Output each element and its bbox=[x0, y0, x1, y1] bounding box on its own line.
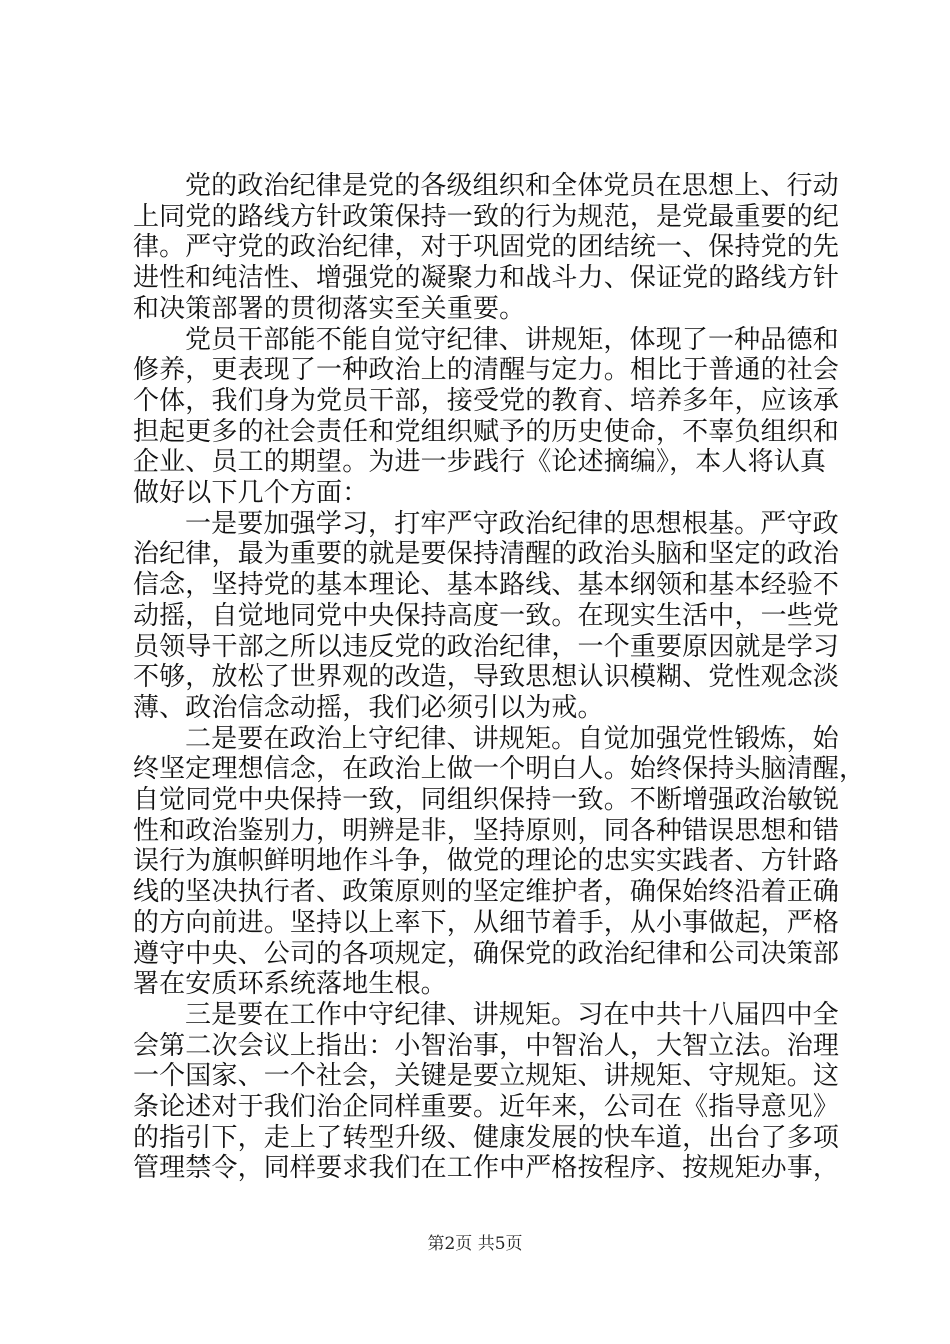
paragraph-line: 的方向前进。坚持以上率下，从细节着手，从小事做起，严格 bbox=[133, 907, 840, 938]
paragraph-line: 线的坚决执行者、政策原则的坚定维护者，确保始终沿着正确 bbox=[133, 877, 840, 908]
paragraph-line: 一是要加强学习，打牢严守政治纪律的思想根基。严守政 bbox=[185, 508, 839, 539]
paragraph-line: 党员干部能不能自觉守纪律、讲规矩，体现了一种品德和 bbox=[185, 324, 839, 355]
paragraph-line: 终坚定理想信念，在政治上做一个明白人。始终保持头脑清醒， bbox=[133, 754, 866, 785]
paragraph-line: 不够，放松了世界观的改造，导致思想认识模糊、党性观念淡 bbox=[133, 662, 840, 693]
paragraph-line: 管理禁令，同样要求我们在工作中严格按程序、按规矩办事， bbox=[133, 1153, 840, 1184]
paragraph-line: 进性和纯洁性、增强党的凝聚力和战斗力、保证党的路线方针 bbox=[133, 263, 840, 294]
paragraph-line: 自觉同党中央保持一致，同组织保持一致。不断增强政治敏锐 bbox=[133, 785, 840, 815]
paragraph-line: 修养，更表现了一种政治上的清醒与定力。相比于普通的社会 bbox=[133, 355, 840, 386]
paragraph-line: 的指引下，走上了转型升级、健康发展的快车道，出台了多项 bbox=[133, 1122, 840, 1153]
paragraph-line: 上同党的路线方针政策保持一致的行为规范，是党最重要的纪 bbox=[133, 201, 840, 232]
paragraph-line: 律。严守党的政治纪律，对于巩固党的团结统一、保持党的先 bbox=[133, 232, 840, 263]
paragraph-line: 个体，我们身为党员干部，接受党的教育、培养多年，应该承 bbox=[133, 385, 840, 416]
page-number-footer: 第2页 共5页 bbox=[427, 1234, 523, 1254]
paragraph-line: 担起更多的社会责任和党组织赋予的历史使命，不辜负组织和 bbox=[133, 416, 840, 447]
paragraph-line: 企业、员工的期望。为进一步践行《论述摘编》，本人将认真 bbox=[133, 447, 827, 478]
paragraph-line: 性和政治鉴别力，明辨是非，坚持原则，同各种错误思想和错 bbox=[133, 815, 840, 846]
paragraph-line: 信念，坚持党的基本理论、基本路线、基本纲领和基本经验不 bbox=[133, 570, 840, 601]
paragraph-line: 薄、政治信念动摇，我们必须引以为戒。 bbox=[133, 692, 604, 723]
paragraph-line: 员领导干部之所以违反党的政治纪律，一个重要原因就是学习 bbox=[133, 631, 840, 662]
paragraph-line: 条论述对于我们治企同样重要。近年来，公司在《指导意见》 bbox=[133, 1092, 840, 1122]
paragraph-line: 会第二次会议上指出：小智治事，中智治人，大智立法。治理 bbox=[133, 1030, 840, 1061]
paragraph-line: 误行为旗帜鲜明地作斗争，做党的理论的忠实实践者、方针路 bbox=[133, 846, 840, 877]
paragraph-line: 做好以下几个方面： bbox=[133, 478, 369, 508]
paragraph-line: 党的政治纪律是党的各级组织和全体党员在思想上、行动 bbox=[185, 171, 839, 201]
paragraph-line: 和决策部署的贯彻落实至关重要。 bbox=[133, 293, 526, 324]
paragraph-line: 治纪律，最为重要的就是要保持清醒的政治头脑和坚定的政治 bbox=[133, 539, 840, 570]
paragraph-line: 三是要在工作中守纪律、讲规矩。习在中共十八届四中全 bbox=[185, 999, 839, 1030]
paragraph-line: 一个国家、一个社会，关键是要立规矩、讲规矩、守规矩。这 bbox=[133, 1061, 840, 1092]
paragraph-line: 二是要在政治上守纪律、讲规矩。自觉加强党性锻炼，始 bbox=[185, 723, 839, 754]
paragraph-line: 遵守中央、公司的各项规定，确保党的政治纪律和公司决策部 bbox=[133, 938, 840, 969]
paragraph-line: 署在安质环系统落地生根。 bbox=[133, 969, 447, 1000]
paragraph-line: 动摇，自觉地同党中央保持高度一致。在现实生活中，一些党 bbox=[133, 600, 840, 631]
